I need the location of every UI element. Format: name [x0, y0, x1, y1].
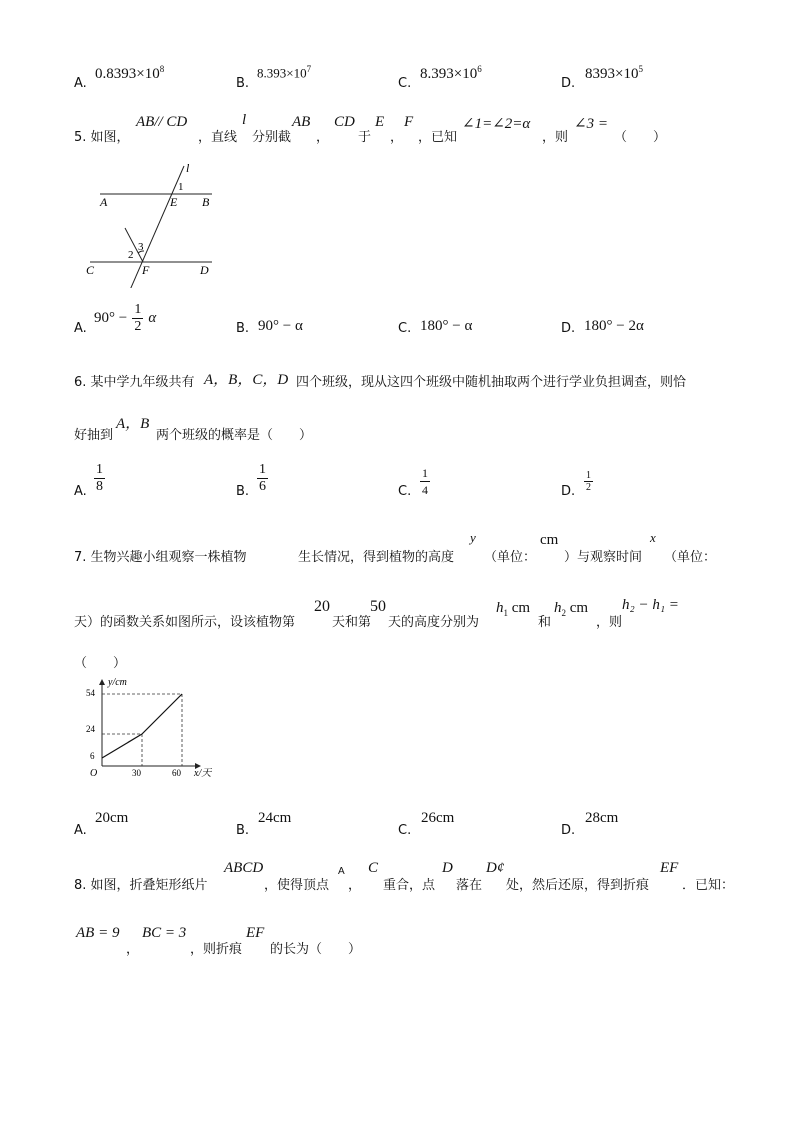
q7-option-a-label: A. — [74, 823, 87, 838]
q5-line-l: l — [242, 112, 247, 128]
q7-option-b-value: 24cm — [258, 810, 292, 826]
label-3: 3 — [138, 241, 144, 253]
q8-text-7: ，则折痕 — [190, 942, 243, 957]
q6-ab: A，B — [116, 416, 150, 432]
line-l — [130, 166, 184, 288]
q5-condition: ∠1=∠2=α — [462, 116, 531, 132]
label-b: B — [202, 195, 210, 209]
q8-text-5: 处，然后还原，得到折痕 — [506, 878, 650, 893]
q6-option-b-value: $\frac{1}{6}$ — [259, 462, 266, 494]
q5-ask: ∠3 = — [574, 116, 608, 132]
q8-d: D — [442, 860, 453, 876]
q7-answer-paren: （ ） — [74, 656, 127, 671]
q7-option-d-value: 28cm — [585, 810, 619, 826]
q8-bc-3: BC = 3 — [142, 925, 187, 941]
q8-comma: ， — [348, 878, 362, 893]
q7-text-3: （单位： — [484, 550, 537, 565]
origin-label: O — [90, 768, 98, 779]
q7-text-2: 生长情况，得到植物的高度 — [298, 550, 455, 565]
q6-option-c-label: C. — [398, 484, 412, 499]
q5-parallel: AB// CD — [136, 114, 188, 130]
q5-option-c-label: C. — [398, 321, 412, 336]
q6-option-a-value: $\frac{1}{8}$ — [96, 462, 103, 494]
q8-abcd: ABCD — [224, 860, 264, 876]
q4-option-a-value: $0.8393\times 10^8$ — [95, 64, 165, 82]
q8-a: A — [338, 866, 345, 877]
label-1: 1 — [178, 181, 184, 193]
q7-graph — [82, 676, 242, 786]
q7-y: y — [470, 530, 476, 545]
q5-f: F — [404, 114, 414, 130]
label-d: D — [200, 263, 209, 277]
q5-answer-paren: （ ） — [614, 130, 667, 145]
q7-day-20: 20 — [314, 598, 330, 615]
q6-letters: A，B，C，D — [204, 372, 289, 388]
q5-prefix: 5. 如图， — [74, 130, 130, 145]
q7-text-1: 7. 生物兴趣小组观察一株植物 — [74, 550, 247, 565]
q7-cm: cm — [540, 532, 559, 548]
q6-option-b-label: B. — [236, 484, 250, 499]
q5-text-5: ，则 — [542, 130, 569, 145]
q8-text-4: 落在 — [456, 878, 483, 893]
label-e: E — [170, 195, 178, 209]
q6-text-3: 好抽到 — [74, 428, 114, 443]
x-tick-30: 30 — [132, 768, 141, 778]
q7-option-a-value: 20cm — [95, 810, 129, 826]
q7-day-50: 50 — [370, 598, 386, 615]
q5-comma-2: ， — [390, 130, 404, 145]
q7-option-c-value: 26cm — [421, 810, 455, 826]
q7-option-c-label: C. — [398, 823, 412, 838]
x-axis-label: x/天 — [194, 768, 212, 779]
q5-cd: CD — [334, 114, 355, 130]
series-segment-1 — [142, 694, 182, 734]
q7-option-d-label: D. — [561, 823, 576, 838]
q8-d-prime: D¢ — [486, 860, 505, 876]
y-axis-label: y/cm — [108, 677, 127, 688]
q8-text-8: 的长为（ ） — [270, 942, 362, 957]
q5-text-3: 于 — [358, 130, 372, 145]
q4-option-c-label: C. — [398, 76, 412, 91]
y-tick-6: 6 — [90, 751, 95, 761]
q5-text-2: 分别截 — [252, 130, 292, 145]
q5-option-a-label: A. — [74, 321, 87, 336]
q7-h1: $h_1$ cm — [496, 600, 531, 619]
q7-plot-area — [102, 694, 182, 766]
q5-option-c-value: 180° − α — [420, 318, 473, 334]
x-tick-60: 60 — [172, 768, 181, 778]
q7-text-7: 天和第 — [332, 615, 372, 630]
q6-option-d-label: D. — [561, 484, 576, 499]
q7-h2: $h_2$ cm — [554, 600, 589, 619]
q4-option-b-label: B. — [236, 76, 250, 91]
label-l: l — [186, 161, 190, 175]
q4-option-a-label: A. — [74, 76, 87, 91]
q8-ef-2: EF — [246, 925, 265, 941]
q8-comma-2: ， — [126, 942, 140, 957]
label-2: 2 — [128, 249, 134, 261]
q5-option-a-value: 90° − $\frac{1}{2}$ α — [94, 302, 157, 334]
q8-ab-9: AB = 9 — [76, 925, 120, 941]
q7-option-b-label: B. — [236, 823, 250, 838]
series-segment-0 — [102, 734, 142, 758]
q5-option-d-label: D. — [561, 321, 576, 336]
q4-option-d-value: $8393\times 10^5$ — [585, 64, 643, 82]
q4-option-d-label: D. — [561, 76, 576, 91]
q5-option-b-label: B. — [236, 321, 250, 336]
q5-text-4: ，已知 — [418, 130, 458, 145]
q8-text-3: 重合，点 — [383, 878, 436, 893]
y-tick-24: 24 — [86, 724, 95, 734]
q5-comma: ， — [316, 130, 330, 145]
q5-figure — [80, 158, 220, 288]
label-c: C — [86, 263, 95, 277]
q6-text-1: 6. 某中学九年级共有 — [74, 375, 195, 390]
q5-option-d-value: 180° − 2α — [584, 318, 644, 334]
label-f: F — [142, 263, 150, 277]
q7-text-8: 天的高度分别为 — [388, 615, 480, 630]
q8-ef: EF — [660, 860, 679, 876]
q6-option-a-label: A. — [74, 484, 87, 499]
q7-expression: h₂ − h₁ = — [622, 597, 679, 613]
q6-option-d-value: $\frac{1}{2}$ — [586, 470, 591, 493]
q7-text-4: ）与观察时间 — [564, 550, 643, 565]
q5-text-1: ，直线 — [198, 130, 238, 145]
q7-text-9: ，则 — [596, 615, 623, 630]
q5-ab: AB — [292, 114, 311, 130]
q6-text-2: 四个班级，现从这四个班级中随机抽取两个进行学业负担调查，则恰 — [296, 375, 687, 390]
q7-and: 和 — [538, 615, 552, 630]
q6-option-c-value: $\frac{1}{4}$ — [422, 466, 428, 497]
q8-text-2: ，使得顶点 — [264, 878, 330, 893]
q8-text-6: ．已知： — [682, 878, 735, 893]
q6-text-4: 两个班级的概率是（ ） — [156, 428, 313, 443]
q4-option-b-value: $8.393\times 10^7$ — [257, 64, 312, 81]
q7-text-5: （单位： — [664, 550, 717, 565]
y-tick-54: 54 — [86, 688, 95, 698]
q5-e: E — [375, 114, 385, 130]
q7-text-6: 天）的函数关系如图所示，设该植物第 — [74, 615, 296, 630]
q8-text-1: 8. 如图，折叠矩形纸片 — [74, 878, 208, 893]
q4-option-c-value: $8.393\times 10^6$ — [420, 64, 482, 82]
label-a: A — [100, 195, 108, 209]
q8-c: C — [368, 860, 379, 876]
q5-option-b-value: 90° − α — [258, 318, 303, 334]
q7-x: x — [650, 530, 656, 545]
